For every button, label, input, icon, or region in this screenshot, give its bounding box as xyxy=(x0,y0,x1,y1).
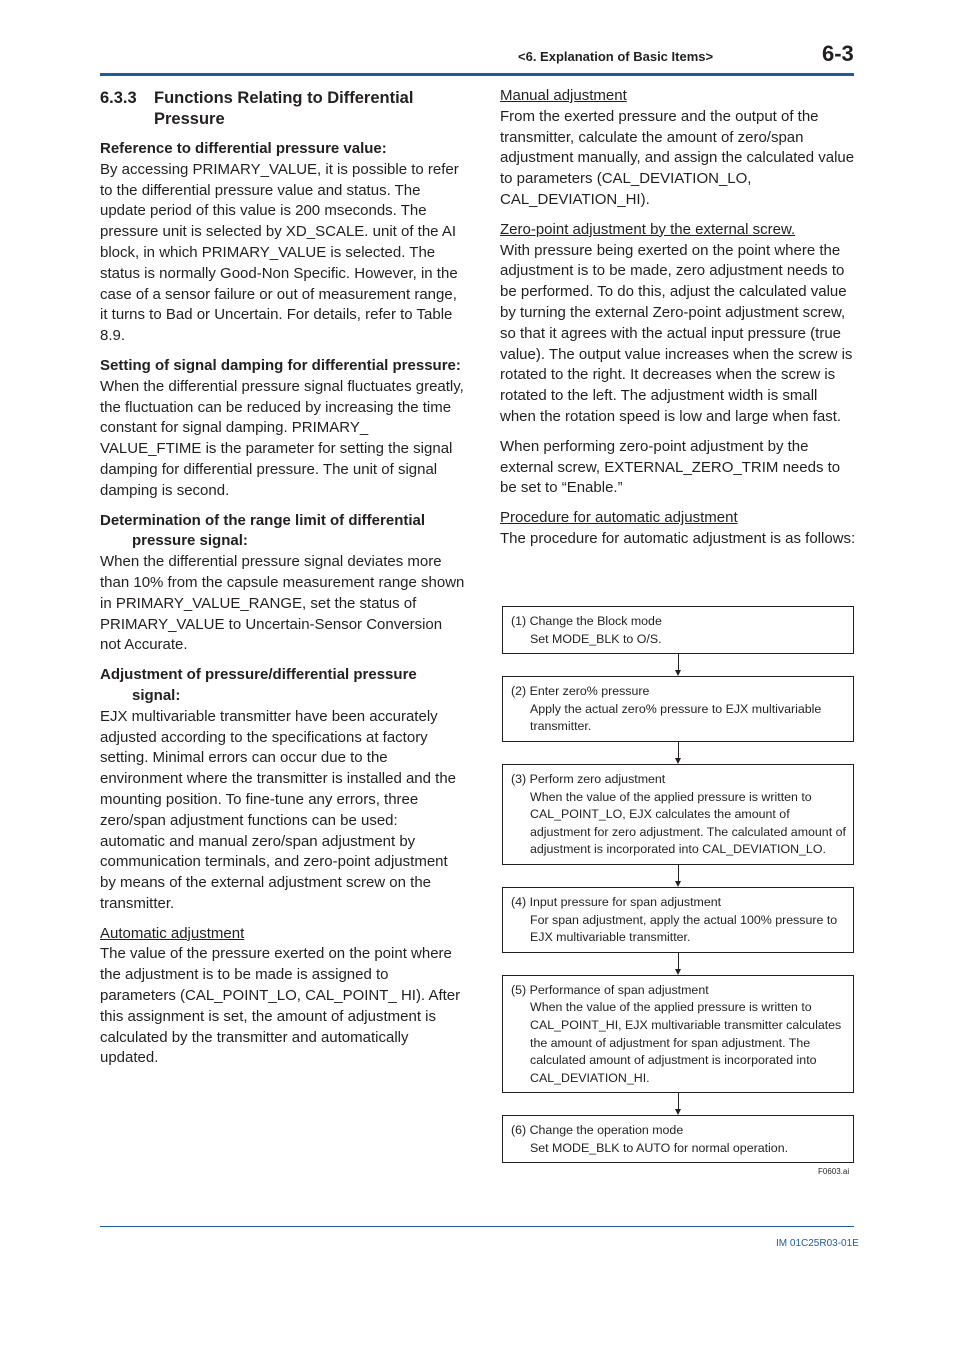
flow-step-title: (5) Performance of span adjustment xyxy=(511,982,709,997)
flow-step-title: (2) Enter zero% pressure xyxy=(511,684,650,699)
page-number: 6-3 xyxy=(822,41,854,66)
flow-step-body: Apply the actual zero% pressure to EJX multivariable transmitter. xyxy=(530,701,822,734)
procedure-paragraph: The procedure for automatic adjustment is as follows: xyxy=(500,529,856,547)
flow-step-body: For span adjustment, apply the actual 100% pressure to EJX multivariable transmitter. xyxy=(530,912,838,945)
down-arrow-icon xyxy=(502,865,854,887)
flow-step-body: When the value of the applied pressure is written to CAL_POINT_LO, EJX calculates the amount of adjustment for zero adjustment. The calculated amount of adjustment is incorporated into CAL_DEVIATION_LO. xyxy=(530,789,846,857)
flow-step-body: Set MODE_BLK to O/S. xyxy=(530,631,662,646)
manual-adjustment-paragraph: From the exerted pressure and the output of the transmitter, calculate the amount of zero/span adjustment manually, and assign the calculated value to parameters (CAL_DEVIATION_LO, CAL_DEVIATION_HI). xyxy=(500,107,855,208)
flow-step-title: (1) Change the Block mode xyxy=(511,614,662,628)
footer-rule xyxy=(100,1226,854,1227)
automatic-adjustment-title: Automatic adjustment xyxy=(100,924,245,942)
flow-step-title: (6) Change the operation mode xyxy=(511,1123,684,1138)
flow-step-1 xyxy=(502,606,854,654)
flow-step-5 xyxy=(502,975,854,1094)
zero-point-title: Zero-point adjustment by the external screw. xyxy=(500,220,796,238)
reference-paragraph: By accessing PRIMARY_VALUE, it is possible to refer to the differential pressure value and status. The update period of this value is 200 mseconds. The pressure unit is selected by XD_SCALE. unit of the AI block, in which PRIMARY_VALUE is selected. The status is normally Good-Non Specific. However, in the case of a sensor failure or out of measurement range, it turns to Bad or Uncertain. For details, refer to Table 8.9. xyxy=(100,160,459,345)
range-limit-heading: Determination of the range limit of differential pressure signal: xyxy=(100,511,426,550)
flow-step-4 xyxy=(502,887,854,953)
flow-step-title: (4) Input pressure for span adjustment xyxy=(511,894,722,909)
automatic-adjustment-paragraph: The value of the pressure exerted on the point where the adjustment is to be made is assigned to parameters (CAL_POINT_LO, CAL_POINT_ HI). After this assignment is set, the amount of adjustment is calculated by the transmitter and automatically updated. xyxy=(100,945,461,1067)
chapter-title: <6. Explanation of Basic Items> xyxy=(518,49,714,64)
adjustment-heading: Adjustment of pressure/differential pressure signal: xyxy=(100,666,417,704)
flow-step-title: (3) Perform zero adjustment xyxy=(511,771,666,786)
zero-point-paragraph: With pressure being exerted on the point where the adjustment is to be made, zero adjustment needs to be performed. To do this, adjust the calculated value by turning the external Zero-point adjustment screw, so that it agrees with the actual input pressure (true value). The output value increases when the screw is rotated to the right. It decreases when the screw is rotated to the left. The adjustment width is small when the rotation speed is low and large when fast. xyxy=(500,241,853,425)
flow-step-body: When the value of the applied pressure is written to CAL_POINT_HI, EJX multivariable transmitter calculates the amount of adjustment for span adjustment. The calculated amount of adjustment is incorporated into CAL_DEVIATION_HI. xyxy=(530,1000,842,1085)
document-id: IM 01C25R03-01E xyxy=(776,1238,859,1249)
header-rule xyxy=(100,73,854,76)
procedure-flowchart xyxy=(502,606,854,1163)
left-column xyxy=(100,86,465,1078)
down-arrow-icon xyxy=(502,1093,854,1115)
down-arrow-icon xyxy=(502,953,854,975)
down-arrow-icon xyxy=(502,742,854,764)
damping-paragraph: When the differential pressure signal fluctuates greatly, the fluctuation can be reduced by increasing the time constant for signal damping. PRIMARY_ VALUE_FTIME is the parameter for setting the signal damping for differential pressure. The unit of signal damping is second. xyxy=(100,377,464,499)
flow-step-2 xyxy=(502,676,854,742)
zero-point-enable-paragraph: When performing zero-point adjustment by the external screw, EXTERNAL_ZERO_TRIM needs to be set to “Enable.” xyxy=(500,437,841,497)
adjustment-paragraph: EJX multivariable transmitter have been accurately adjusted according to the specifications at factory setting. Minimal errors can occur due to the environment where the transmitter is installed and the mounting position. To fine-tune any errors, three zero/span adjustment functions can be used: automatic and manual zero/span adjustment by communication terminals, and zero-point adjustment by means of the external adjustment screw on the transmitter. xyxy=(100,707,457,912)
right-column xyxy=(500,86,856,559)
section-heading xyxy=(100,88,465,130)
damping-heading: Setting of signal damping for differential pressure: xyxy=(100,356,461,374)
manual-adjustment-title: Manual adjustment xyxy=(500,87,627,104)
section-number: 6.3.3 xyxy=(100,89,137,107)
flow-step-3 xyxy=(502,764,854,865)
flow-step-body: Set MODE_BLK to AUTO for normal operation. xyxy=(530,1140,789,1155)
range-limit-paragraph: When the differential pressure signal deviates more than 10% from the capsule measurement range shown in PRIMARY_VALUE_RANGE, set the status of PRIMARY_VALUE to Uncertain-Sensor Conversion not Accurate. xyxy=(100,553,465,654)
figure-id: F0603.ai xyxy=(818,1167,850,1176)
down-arrow-icon xyxy=(502,654,854,676)
section-title: Functions Relating to Differential Pressure xyxy=(154,89,414,128)
reference-heading: Reference to differential pressure value: xyxy=(100,140,387,157)
flow-step-6 xyxy=(502,1115,854,1163)
procedure-title: Procedure for automatic adjustment xyxy=(500,509,738,527)
